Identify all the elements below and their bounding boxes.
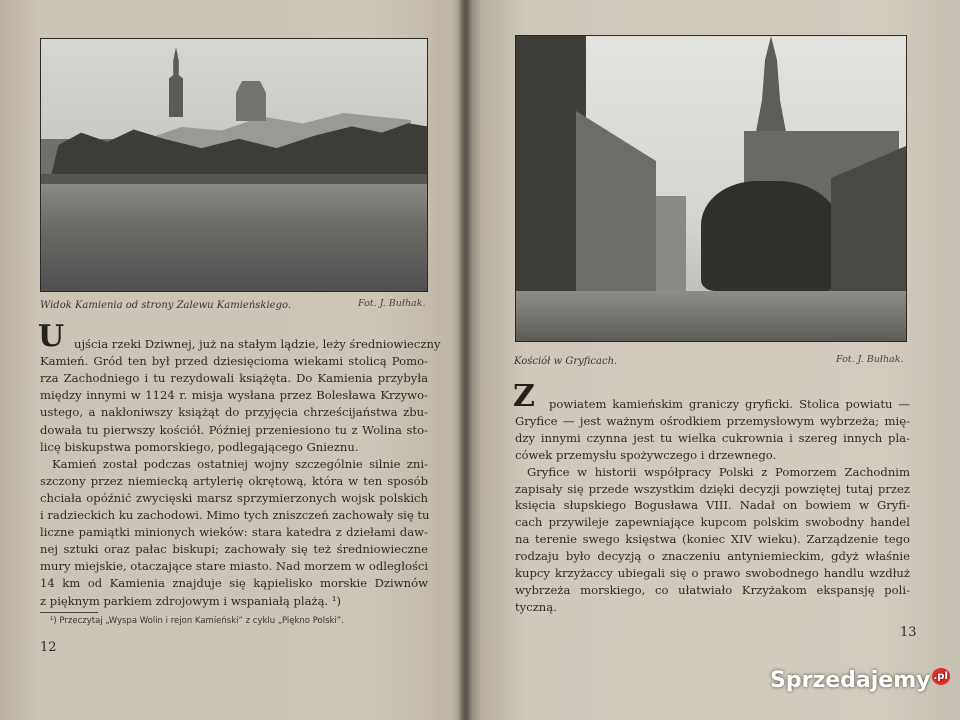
text-line: dzy innymi czynna jest tu wielka cukrownia i szereg innych pla- (515, 430, 910, 445)
text-line: cówek przemysłu spożywczego i drzewnego. (515, 447, 777, 462)
text-line: mury miejskie, otaczające stare miasto. Nad morzem w odległości (40, 559, 429, 574)
photo-kamien-view (40, 38, 428, 292)
text-line: Gryfice w historii współpracy Polski z Pomorzem Zachodnim (527, 464, 910, 479)
text-line: wybrzeża morskiego, co ułatwiało Krzyżakom ekspansję poli- (515, 582, 910, 597)
text-line: cach przywileje zapewniające kupcom polskim swobodny handel (515, 515, 910, 530)
left-page (0, 0, 466, 720)
photo-credit: Fot. J. Bułhak. (358, 298, 426, 309)
text-line: ustego, a nakłoniwszy książąt do przyjęcia chrześcijaństwa zbu- (40, 405, 428, 420)
photo-caption: Kościół w Gryficach. (514, 356, 618, 367)
text-line: rodzaju było decyzją o znaczeniu antyniemieckim, gdyż właśnie (515, 549, 910, 564)
text-line: Kamień. Gród ten był przed dziesięcioma wiekami stolicą Pomo- (40, 354, 428, 369)
text-line: powiatem kamieńskim graniczy gryficki. Stolica powiatu — (549, 397, 910, 411)
text-line: tyczną. (515, 599, 557, 614)
text-line: nej sztuki oraz pałac biskupi; zachowały się też średniowieczne (40, 542, 428, 557)
text-line: zapisały się przede wszystkim dzięki decyzji powziętej tutaj przez (515, 481, 910, 496)
text-line: księcia słupskiego Bogusława VIII. Nadał on bowiem w Gryfi- (515, 498, 910, 513)
photo-caption: Widok Kamienia od strony Zalewu Kamieńskiego. (40, 300, 292, 311)
page-number: 12 (40, 640, 57, 655)
text-line: liczne pamiątki minionych wieków: stara katedra z dziełami daw- (40, 525, 428, 540)
text-line: i radzieckich ku zachodowi. Mimo tych zniszczeń zachowały się tu (40, 508, 430, 522)
watermark-text: Sprzedajemy (770, 668, 931, 693)
text-line: chciała opóźnić zwycięski marsz sprzymierzonych wojsk polskich (40, 490, 428, 505)
text-line: licę biskupstwa pomorskiego, podlegającego Gnieznu. (40, 439, 359, 454)
watermark (770, 668, 950, 693)
text-line: 14 km od Kamienia znajduje się kąpielisko morskie Dziwnów (40, 576, 428, 591)
text-line: ujścia rzeki Dziwnej, już na stałym lądzie, leży średniowieczny (74, 337, 441, 351)
text-line: kupcy krzyżaccy ubiegali się o prawo swobodnego handlu wzdłuż (515, 566, 910, 580)
text-line: szczony przez niemiecką artylerię okrętową, która w ten sposób (40, 473, 428, 488)
footnote: ¹) Przeczytaj „Wyspa Wolin i rejon Kamieński” z cyklu „Piękno Polski”. (50, 616, 344, 626)
text-line: Kamień został podczas ostatniej wojny szczególnie silnie zni- (52, 456, 428, 471)
text-line: na terenie swego księstwa (koniec XIV wieku). Zarządzenie tego (515, 532, 910, 547)
text-line: Gryfice — jest ważnym ośrodkiem przemysłowym wybrzeża; mię- (515, 413, 910, 428)
text-line: rza Zachodniego i tu rezydowali książęta. Do Kamienia przybyła (40, 371, 428, 386)
book-gutter (458, 0, 472, 720)
text-line: z pięknym parkiem zdrojowym i wspaniałą plażą. ¹) (40, 593, 342, 608)
photo-gryfice-church (515, 35, 907, 342)
photo-credit: Fot. J. Bułhak. (836, 354, 904, 365)
footnote-divider (40, 612, 98, 613)
page-number: 13 (900, 625, 917, 640)
text-line: dowała tu pierwszy kościół. Później przeniesiono tu z Wolina sto- (40, 422, 428, 437)
drop-cap: U (38, 319, 65, 354)
text-line: między innymi w 1124 r. misja wysłana przez Bolesława Krzywo- (40, 388, 428, 403)
watermark-badge: .pl (932, 668, 950, 685)
drop-cap: Z (513, 379, 535, 414)
